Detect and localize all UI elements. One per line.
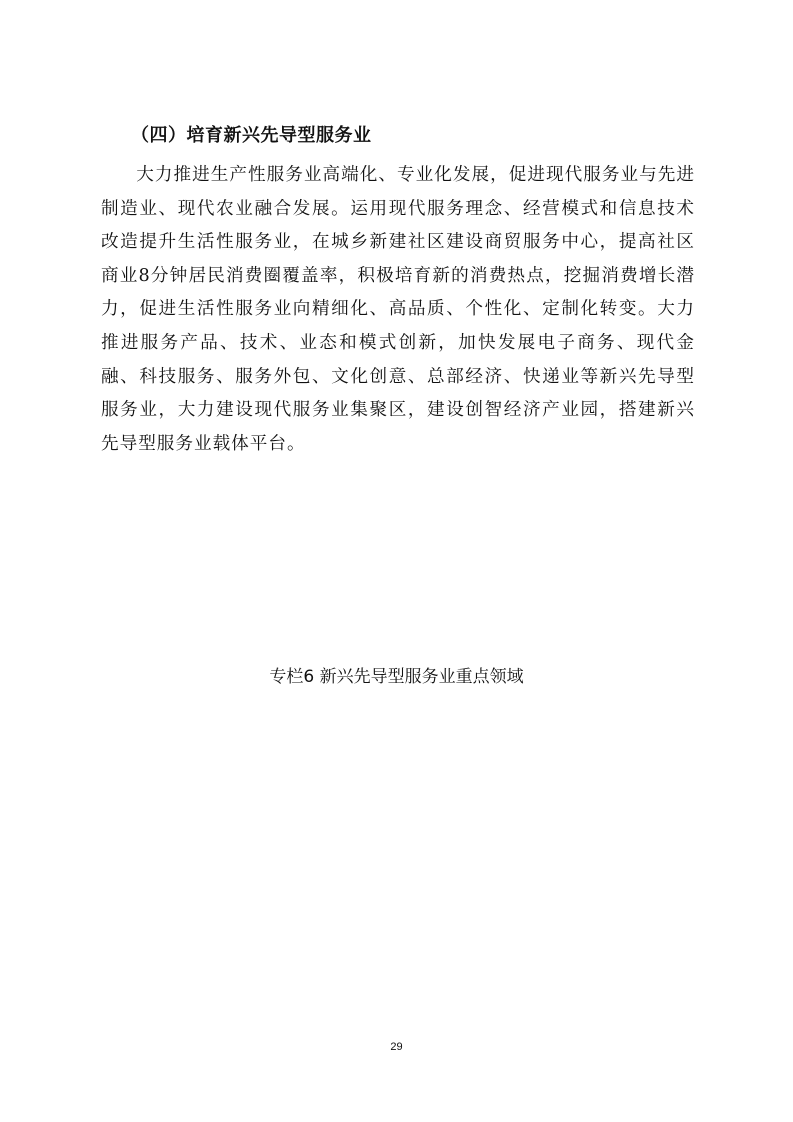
page-number: 29 — [390, 1041, 403, 1053]
column-box-title: 专栏6 新兴先导型服务业重点领域 — [269, 667, 524, 687]
section-heading: （四）培育新兴先导型服务业 — [131, 125, 372, 146]
body-paragraph: 大力推进生产性服务业高端化、专业化发展，促进现代服务业与先进制造业、现代农业融合发展。运用现代服务理念、经营模式和信息技术改造提升生活性服务业，在城乡新建社区建设商贸服务中心，提高社区商业8分钟居民消费圈覆盖率，积极培育新的消费热点，挖掘消费增长潜力，促进生活性服务业向精细化、高品质、个性化、定制化转变。大力推进服务产品、技术、业态和模式创新，加快发展电子商务、现代金融、科技服务、服务外包、文化创意、总部经济、快递业等新兴先导型服务业，大力建设现代服务业集聚区，建设创智经济产业园，搭建新兴先导型服务业载体平台。 — [101, 165, 695, 454]
